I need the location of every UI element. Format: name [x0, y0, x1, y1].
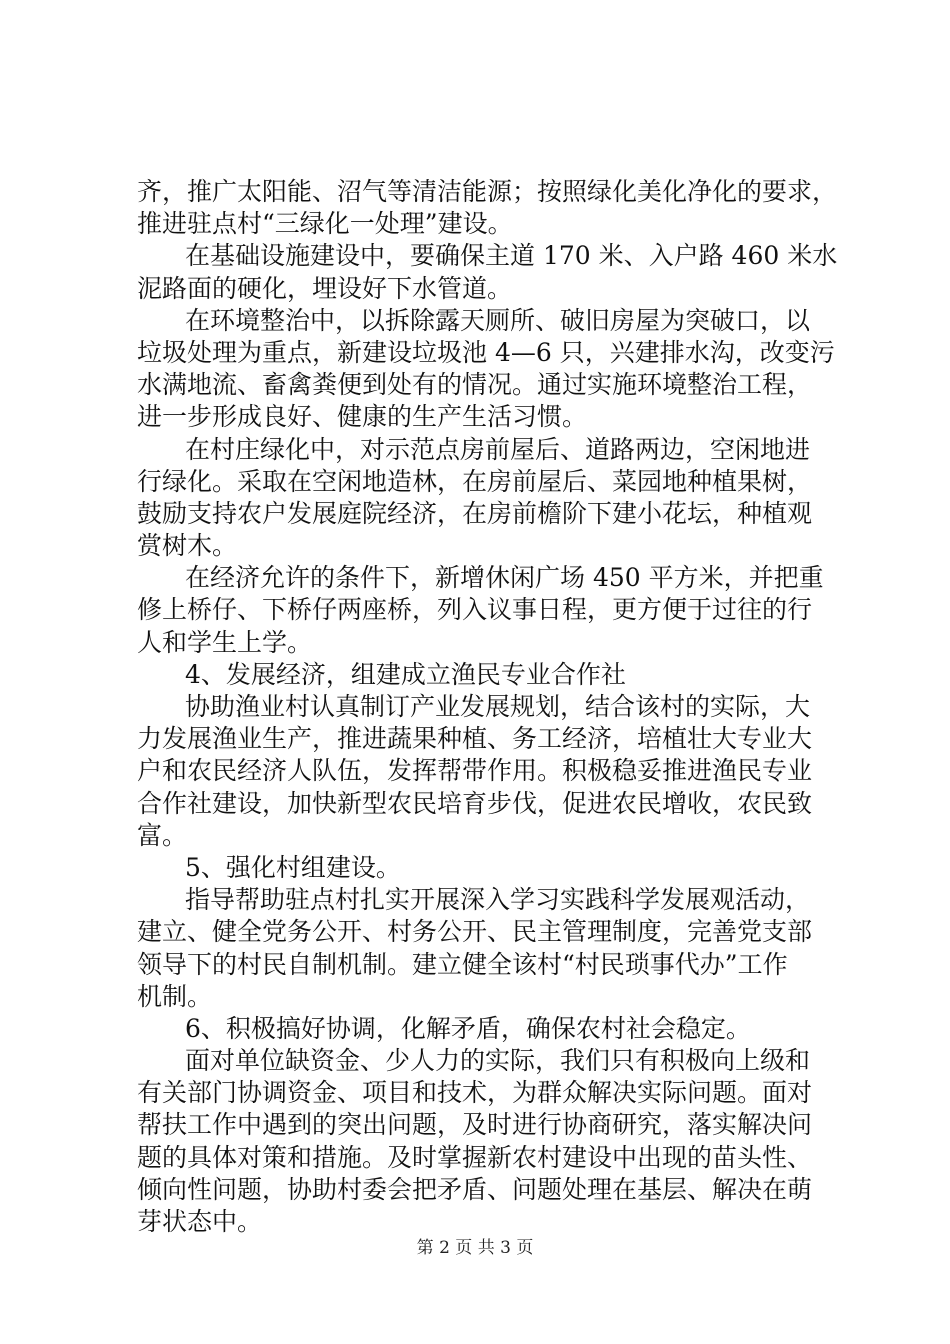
paragraph-start-line: 在经济允许的条件下，新增休闲广场 450 平方米，并把重: [185, 563, 824, 593]
paragraph-start-line: 面对单位缺资金、少人力的实际，我们只有积极向上级和: [185, 1046, 811, 1076]
text-line: 倾向性问题，协助村委会把矛盾、问题处理在基层、解决在萌: [137, 1174, 813, 1204]
text-line: 赏树木。: [137, 531, 238, 561]
text-line: 机制。: [137, 981, 213, 1011]
text-line: 帮扶工作中遇到的突出问题，及时进行协商研究，落实解决问: [137, 1110, 813, 1140]
paragraph-start-line: 协助渔业村认真制订产业发展规划，结合该村的实际，大: [185, 692, 811, 721]
text-line: 推进驻点村“三绿化一处理”建设。: [137, 209, 513, 239]
text-line: 垃圾处理为重点，新建设垃圾池 4—6 只，兴建排水沟，改变污: [137, 337, 835, 367]
text-line: 水满地流、畜禽粪便到处有的情况。通过实施环境整治工程，: [137, 370, 813, 400]
text-line: 富。: [137, 820, 188, 850]
text-line: 进一步形成良好、健康的生产生活习惯。: [137, 402, 588, 432]
text-line: 力发展渔业生产，推进蔬果种植、务工经济，培植壮大专业大: [137, 724, 813, 754]
text-line: 泥路面的硬化，埋设好下水管道。: [137, 273, 513, 303]
text-line: 齐，推广太阳能、沼气等清洁能源；按照绿化美化净化的要求，: [137, 177, 838, 206]
text-line: 户和农民经济人队伍，发挥帮带作用。积极稳妥推进渔民专业: [137, 756, 813, 786]
text-line: 修上桥仔、下桥仔两座桥，列入议事日程，更方便于过往的行: [137, 595, 813, 625]
text-line: 行绿化。采取在空闲地造林，在房前屋后、菜园地种植果树，: [137, 466, 813, 496]
text-line: 人和学生上学。: [137, 627, 313, 657]
page-footer: 第 2 页 共 3 页: [416, 1238, 534, 1258]
document-body: [137, 176, 837, 1238]
paragraph-start-line: 在基础设施建设中，要确保主道 170 米、入户路 460 米水: [185, 241, 838, 271]
section-heading: 4、发展经济，组建成立渔民专业合作社: [185, 659, 626, 689]
text-line: 有关部门协调资金、项目和技术，为群众解决实际问题。面对: [137, 1078, 813, 1108]
text-line: 建立、健全党务公开、村务公开、民主管理制度，完善党支部: [137, 917, 813, 947]
text-line: 合作社建设，加快新型农民培育步伐，促进农民增收，农民致: [137, 788, 813, 818]
paragraph-start-line: 在村庄绿化中，对示范点房前屋后、道路两边，空闲地进: [185, 434, 811, 464]
text-line: 领导下的村民自制机制。建立健全该村“村民琐事代办”工作: [137, 949, 788, 979]
text-line: 题的具体对策和措施。及时掌握新农村建设中出现的苗头性、: [137, 1142, 813, 1172]
text-line: 芽状态中。: [137, 1207, 263, 1236]
text-line: 鼓励支持农户发展庭院经济，在房前檐阶下建小花坛，种植观: [137, 498, 813, 528]
paragraph-start-line: 指导帮助驻点村扎实开展深入学习实践科学发展观活动，: [185, 885, 811, 915]
section-heading: 6、积极搞好协调，化解矛盾，确保农村社会稳定。: [185, 1013, 751, 1043]
paragraph-start-line: 在环境整治中，以拆除露天厕所、破旧房屋为突破口，以: [185, 305, 811, 335]
section-heading: 5、强化村组建设。: [185, 852, 401, 882]
